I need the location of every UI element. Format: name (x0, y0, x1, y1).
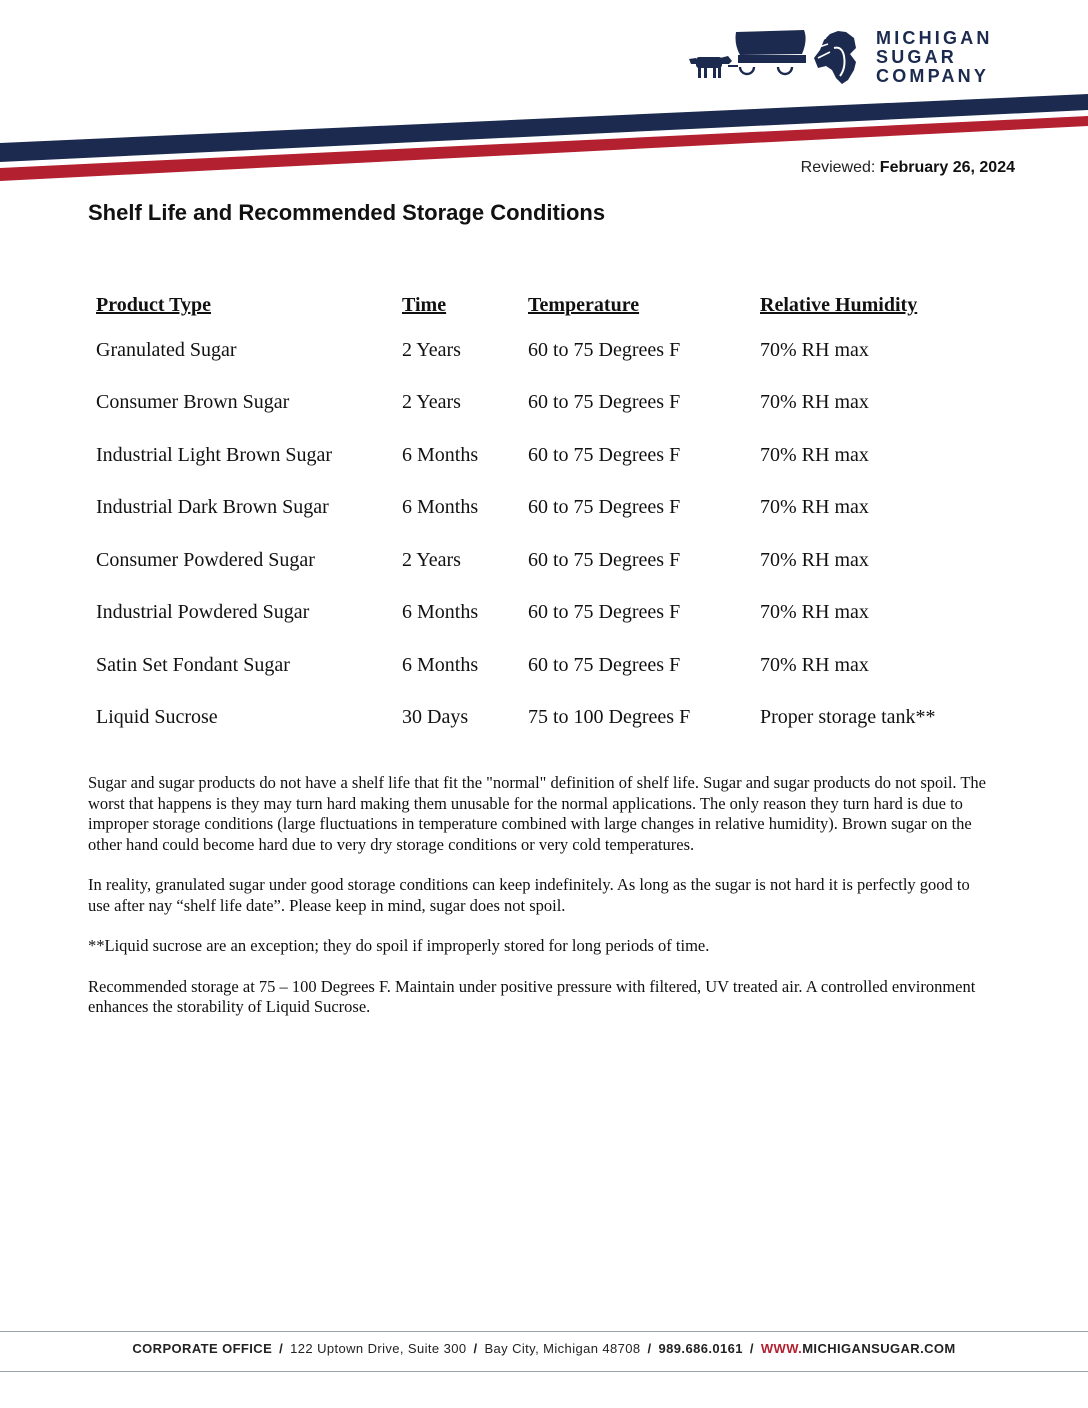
note-paragraph: Recommended storage at 75 – 100 Degrees F. Maintain under positive pressure with filtered, UV treated air. A controlled environment enhances the storability of Liquid Sucrose. (88, 976, 976, 1016)
reviewed-date: February 26, 2024 (879, 159, 1015, 176)
cell-product-type: Consumer Brown Sugar (96, 391, 290, 414)
column-header-time: Time (402, 294, 447, 316)
cell-humidity: 70% RH max (760, 338, 869, 361)
footer-city: Bay City, Michigan 48708 (484, 1341, 641, 1356)
cell-temperature: 60 to 75 Degrees F (528, 496, 681, 519)
cell-product-type: Consumer Powdered Sugar (96, 548, 315, 571)
column-header-relative-humidity: Relative Humidity (760, 294, 918, 316)
cell-product-type: Industrial Light Brown Sugar (96, 443, 333, 466)
cell-humidity: Proper storage tank** (760, 706, 936, 729)
footer-separator: / (279, 1341, 284, 1356)
cell-temperature: 60 to 75 Degrees F (528, 443, 681, 466)
cell-time: 6 Months (402, 601, 479, 624)
cell-temperature: 60 to 75 Degrees F (528, 338, 681, 361)
table-row (88, 587, 980, 640)
footer-address: 122 Uptown Drive, Suite 300 (290, 1341, 467, 1356)
cell-product-type: Granulated Sugar (96, 338, 237, 361)
footer-office-label: CORPORATE OFFICE (132, 1341, 273, 1356)
cell-product-type: Industrial Dark Brown Sugar (96, 496, 329, 519)
cell-humidity: 70% RH max (760, 391, 869, 414)
column-header-product-type: Product Type (96, 294, 212, 316)
table-row (88, 324, 980, 377)
table-row (88, 692, 980, 745)
cell-product-type: Industrial Powdered Sugar (96, 601, 310, 624)
cell-humidity: 70% RH max (760, 548, 869, 571)
cell-product-type: Satin Set Fondant Sugar (96, 653, 290, 676)
cell-humidity: 70% RH max (760, 653, 869, 676)
footer (0, 1341, 1088, 1356)
cell-time: 6 Months (402, 443, 479, 466)
table-row (88, 377, 980, 430)
company-name (876, 29, 993, 86)
cell-time: 2 Years (402, 338, 461, 361)
ox-icon (689, 56, 738, 78)
cell-temperature: 60 to 75 Degrees F (528, 391, 681, 414)
cell-time: 2 Years (402, 548, 461, 571)
headdress-profile-icon (814, 31, 856, 84)
footer-web-prefix: WWW. (760, 1341, 803, 1356)
covered-wagon-icon (736, 30, 807, 74)
footer-separator: / (749, 1341, 754, 1356)
table-row (88, 482, 980, 535)
footer-separator: / (473, 1341, 478, 1356)
company-name-line: SUGAR (876, 47, 958, 67)
cell-product-type: Liquid Sucrose (96, 706, 218, 729)
footer-separator: / (647, 1341, 652, 1356)
storage-table (88, 290, 980, 744)
cell-humidity: 70% RH max (760, 601, 869, 624)
cell-humidity: 70% RH max (760, 496, 869, 519)
footer-top-rule (0, 1331, 1088, 1332)
cell-time: 30 Days (402, 706, 469, 729)
cell-humidity: 70% RH max (760, 443, 869, 466)
column-header-temperature: Temperature (528, 294, 640, 316)
company-name-line: COMPANY (876, 66, 990, 86)
table-row (88, 534, 980, 587)
note-paragraph: **Liquid sucrose are an exception; they do spoil if improperly stored for long periods of time. (88, 936, 710, 955)
footer-web-domain: MICHIGANSUGAR.COM (802, 1341, 956, 1356)
note-paragraph: Sugar and sugar products do not have a shelf life that fit the "normal" definition of shelf life. Sugar and sugar products do not spoil. The worst that happens is they may turn hard making them unusable for the normal applications. The only reason they turn hard is due to improper storage conditions (large fluctuations in temperature combined with large changes in relative humidity). Brown sugar on the other hand could become hard due to very dry storage conditions or very cold temperatures. (88, 773, 987, 854)
footer-phone[interactable]: 989.686.0161 (658, 1341, 743, 1356)
cell-time: 2 Years (402, 391, 461, 414)
reviewed-label: Reviewed: (800, 159, 876, 176)
footer-bottom-rule (0, 1371, 1088, 1372)
table-row (88, 429, 980, 482)
notes-section (88, 773, 993, 1038)
reviewed-date-line (801, 159, 1015, 177)
table-row (88, 639, 980, 692)
cell-time: 6 Months (402, 496, 479, 519)
cell-temperature: 75 to 100 Degrees F (528, 706, 691, 729)
page-title: Shelf Life and Recommended Storage Conditions (88, 200, 606, 225)
table-header-row (88, 290, 980, 324)
footer-website-link[interactable] (761, 1341, 956, 1356)
cell-temperature: 60 to 75 Degrees F (528, 548, 681, 571)
cell-time: 6 Months (402, 653, 479, 676)
cell-temperature: 60 to 75 Degrees F (528, 601, 681, 624)
cell-temperature: 60 to 75 Degrees F (528, 653, 681, 676)
note-paragraph: In reality, granulated sugar under good storage conditions can keep indefinitely. As long as the sugar is not hard it is perfectly good to use after nay “shelf life date”. Please keep in mind, sugar does not spoil. (88, 875, 970, 915)
company-name-line: MICHIGAN (876, 28, 993, 48)
